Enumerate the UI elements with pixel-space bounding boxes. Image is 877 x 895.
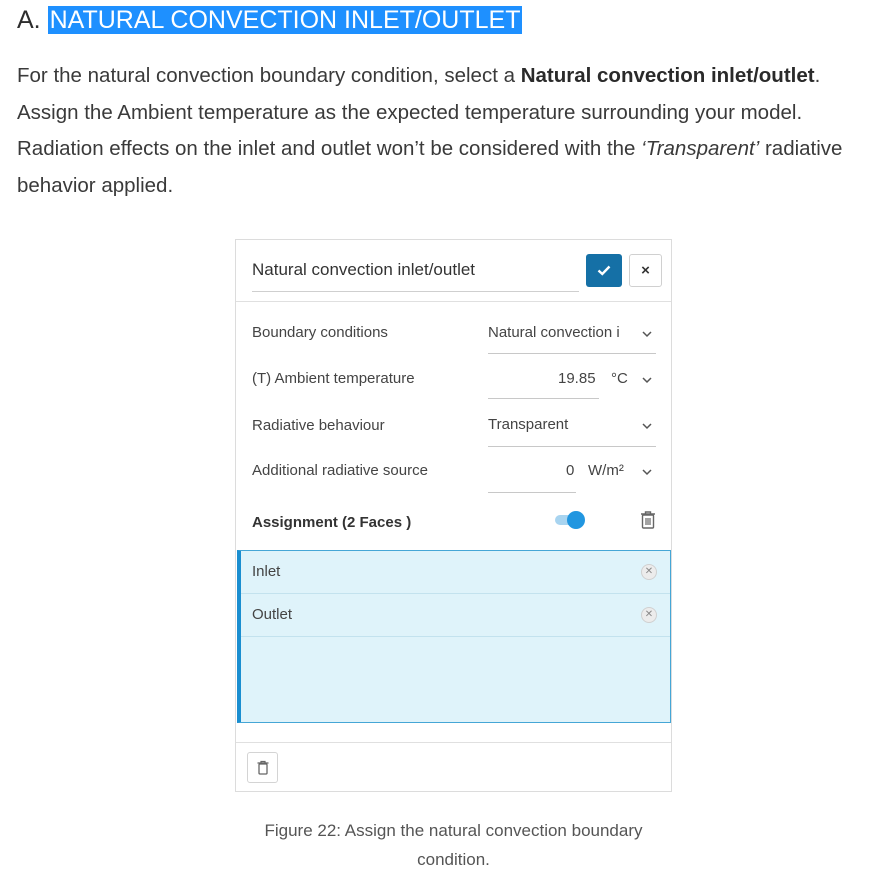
- face-list-item-outlet[interactable]: [241, 594, 670, 637]
- radiative-behaviour-value: Transparent: [488, 416, 569, 433]
- face-name: Inlet: [252, 563, 281, 580]
- close-button[interactable]: [629, 254, 662, 287]
- additional-radiative-source-label: Additional radiative source: [252, 462, 428, 479]
- para-text-1: For the natural convection boundary condition, select a: [17, 64, 521, 87]
- boundary-conditions-underline: [488, 353, 656, 354]
- close-icon: ×: [641, 262, 650, 279]
- assigned-faces-list: [237, 550, 671, 723]
- face-list-item-inlet[interactable]: [241, 551, 670, 594]
- chevron-down-icon: [640, 465, 654, 479]
- chevron-down-icon: [640, 327, 654, 341]
- heading-prefix: A.: [17, 6, 41, 34]
- para-text-2: . Assign the Ambient temperature as the expected temperature surrounding your model. Radiation effects on the inlet and outlet won’t be considered with the: [17, 64, 821, 160]
- para-text-3: radiative behavior applied.: [17, 137, 843, 197]
- radiative-source-unit: W/m²: [588, 462, 624, 479]
- boundary-conditions-label: Boundary conditions: [252, 324, 388, 341]
- footer-divider: [236, 742, 671, 743]
- trash-icon[interactable]: [639, 510, 657, 530]
- radiative-behaviour-underline: [488, 446, 656, 447]
- boundary-condition-panel: [235, 239, 672, 792]
- boundary-conditions-value: Natural convection i: [488, 324, 620, 341]
- temperature-unit: °C: [611, 370, 628, 387]
- radiative-source-value: 0: [566, 462, 575, 479]
- title-underline: [252, 291, 579, 292]
- remove-face-icon[interactable]: ✕: [641, 564, 657, 580]
- toggle-knob: [567, 511, 585, 529]
- section-heading: [17, 4, 522, 36]
- header-divider: [236, 301, 671, 302]
- ambient-temperature-value: 19.85: [558, 370, 596, 387]
- description-paragraph: [17, 58, 875, 204]
- chevron-down-icon: [640, 419, 654, 433]
- chevron-down-icon: [640, 373, 654, 387]
- panel-title[interactable]: Natural convection inlet/outlet: [252, 260, 476, 279]
- clear-selection-button[interactable]: [247, 752, 278, 783]
- check-icon: [597, 265, 611, 276]
- remove-face-icon[interactable]: ✕: [641, 607, 657, 623]
- heading-title-highlighted: NATURAL CONVECTION INLET/OUTLET: [49, 6, 521, 34]
- radiative-source-underline: [488, 492, 576, 493]
- trash-icon: [256, 760, 270, 775]
- figure-caption: Figure 22: Assign the natural convection boundary condition.: [264, 821, 643, 869]
- ambient-temperature-label: (T) Ambient temperature: [252, 370, 415, 387]
- para-bold-natural-convection: Natural convection inlet/outlet: [520, 64, 815, 87]
- radiative-behaviour-label: Radiative behaviour: [252, 417, 385, 434]
- para-italic-transparent: ‘Transparent’: [641, 137, 760, 160]
- assignment-label: Assignment (2 Faces ): [252, 514, 412, 531]
- ambient-temperature-underline: [488, 398, 599, 399]
- assignment-toggle[interactable]: [555, 509, 587, 531]
- confirm-button[interactable]: [586, 254, 622, 287]
- face-name: Outlet: [252, 606, 293, 623]
